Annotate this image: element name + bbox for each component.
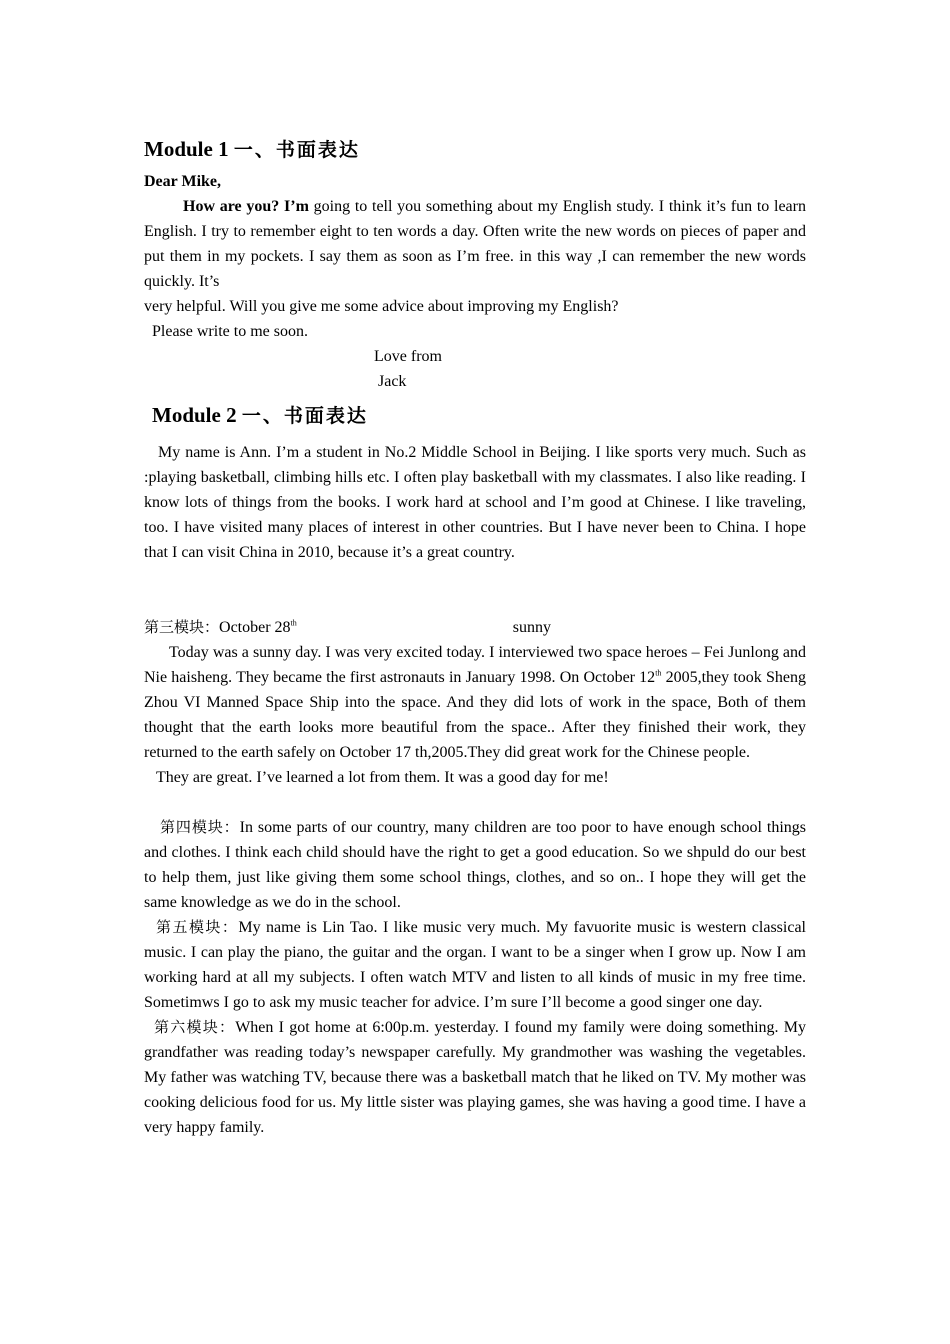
module3-label: 第三模块：: [144, 618, 220, 636]
document-page: [144, 130, 806, 1140]
letter-closing: Love from: [374, 348, 442, 365]
module5-label: 第五模块：: [156, 918, 239, 936]
module3-paragraph-1: [144, 640, 806, 765]
module6-text: When I got home at 6:00p.m. yesterday. I found my family were doing something. My grandfather was reading today’s newspaper carefully. My grandmother was washing the vegetables. My father was watching TV, because there was a basketball match that he liked on TV. My mother was cooking delicious food for us. My little sister was playing games, she was having a good time. I have a very happy family.: [144, 1019, 806, 1136]
module4-text: In some parts of our country, many children are too poor to have enough school things and clothes. I think each child should have the right to get a good education. So we shpuld do our best to help them, just like giving them some school things, clothes, and so on.. I hope they will get the same knowledge as we do in the school.: [144, 819, 806, 911]
module3-paragraph-2: They are great. I’ve learned a lot from them. It was a good day for me!: [156, 769, 609, 786]
module3-date-suffix: th: [290, 618, 297, 628]
letter-paragraph-1-text: going to tell you something about my English study. I think it’s fun to learn English. I try to remember eight to ten words a day. Often write the new words on pieces of paper and put them in my pockets. I say them as soon as I’m free. in this way ,I can remember the new words quickly. It’s: [144, 198, 806, 290]
module1-heading-cn: 一、书面表达: [233, 139, 360, 161]
module4-label: 第四模块：: [160, 818, 240, 836]
letter-opening: How are you? I’m: [183, 198, 309, 215]
letter-paragraph-2: very helpful. Will you give me some advice about improving my English?: [144, 298, 619, 315]
module2-heading: [144, 396, 806, 435]
module4-paragraph: [144, 815, 806, 915]
module6-label: 第六模块：: [154, 1018, 236, 1036]
module3-paragraph-1-suffix: th: [655, 668, 662, 678]
module2-heading-cn: 一、书面表达: [241, 405, 368, 427]
module1-heading: [144, 130, 806, 169]
module6-paragraph: [144, 1015, 806, 1140]
module3-paragraph-1-a: Today was a sunny day. I was very excited today. I interviewed two space heroes – Fei Junlong and Nie haisheng. They became the first astronauts in January 1998. On October 12: [144, 644, 806, 686]
module3-weather: sunny: [512, 619, 552, 636]
module5-text: My name is Lin Tao. I like music very much. My favuorite music is western classical music. I can play the piano, the guitar and the organ. I want to be a singer when I grow up. Now I am working hard at all my subjects. I often watch MTV and listen to all kinds of music in my free time. Sometimws I go to ask my music teacher for advice. I’m sure I’ll become a good singer one day.: [144, 919, 806, 1011]
module3-paragraph-1-b: 2005,they took Sheng Zhou VI Manned Space Ship into the space. And they did lots of work in the space, Both of them thought that the earth looks more beautiful from the space.. After they finished their work, they returned to the earth safely on October 17 th,2005.They did great work for the Chinese people.: [144, 669, 806, 761]
module3-date: October 28: [219, 619, 291, 636]
module3-header-line: [144, 615, 806, 640]
module5-paragraph: [144, 915, 806, 1015]
letter-paragraph-1: [144, 194, 806, 294]
module2-heading-en: Module 2: [152, 403, 237, 427]
module1-heading-en: Module 1: [144, 137, 229, 161]
letter-paragraph-3: Please write to me soon.: [152, 323, 308, 340]
letter-salutation: Dear Mike,: [144, 173, 222, 190]
letter-signature: Jack: [378, 373, 407, 390]
module2-paragraph: My name is Ann. I’m a student in No.2 Middle School in Beijing. I like sports very much. Such as :playing basketball, climbing hills etc. I often play basketball with my classmates. I also like reading. I know lots of things from the books. I work hard at school and I’m good at Chinese. I like traveling, too. I have visited many places of interest in other countries. But I have never been to China. I hope that I can visit China in 2010, because it’s a great country.: [144, 444, 806, 561]
